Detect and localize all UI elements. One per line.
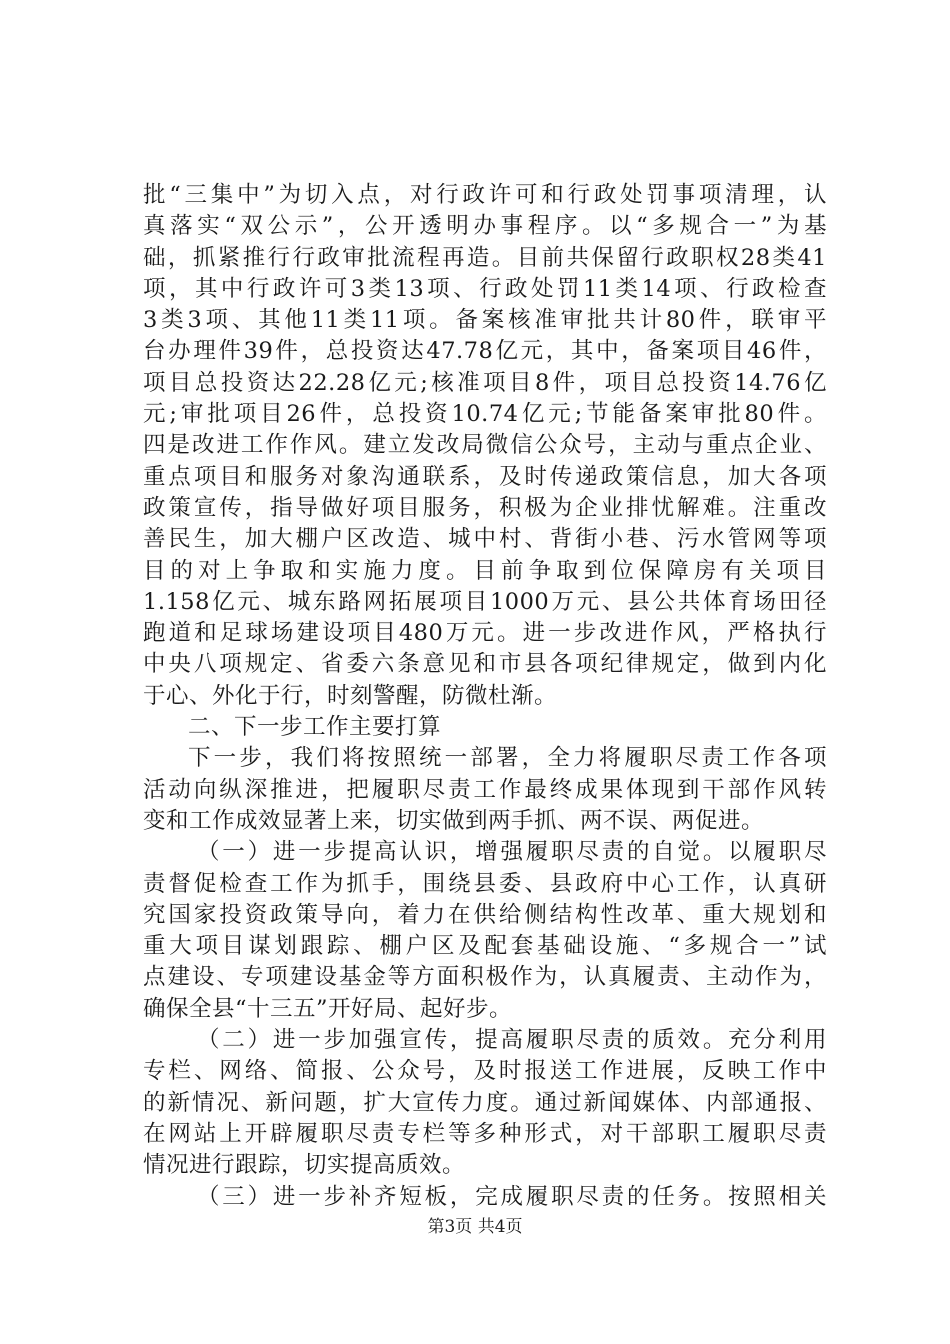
body-line: 善民生，加大棚户区改造、城中村、背街小巷、污水管网等项 [143, 526, 827, 553]
body-line: 重大项目谋划跟踪、棚户区及配套基础设施、“多规合一”试 [143, 933, 827, 960]
document-body [143, 180, 827, 1213]
body-line: 变和工作成效显著上来，切实做到两手抓、两不误、两促进。 [143, 807, 765, 834]
body-line: 元;审批项目26件，总投资10.74亿元;节能备案审批80件。 [143, 401, 827, 428]
body-line: （一）进一步提高认识，增强履职尽责的自觉。以履职尽 [197, 839, 827, 866]
body-line: 活动向纵深推进，把履职尽责工作最终成果体现到干部作风转 [143, 776, 827, 803]
body-line: 台办理件39件，总投资达47.78亿元，其中，备案项目46件， [143, 338, 827, 365]
body-line: 究国家投资政策导向，着力在供给侧结构性改革、重大规划和 [143, 901, 827, 928]
body-line: 的新情况、新问题，扩大宣传力度。通过新闻媒体、内部通报、 [143, 1089, 827, 1116]
body-line: 责督促检查工作为抓手，围绕县委、县政府中心工作，认真研 [143, 870, 827, 897]
body-line: 政策宣传，指导做好项目服务，积极为企业排忧解难。注重改 [143, 494, 827, 521]
body-line: 1.158亿元、城东路网拓展项目1000万元、县公共体育场田径 [143, 588, 827, 615]
body-line: 确保全县“十三五”开好局、起好步。 [143, 995, 513, 1022]
body-line: 项目总投资达22.28亿元;核准项目8件，项目总投资14.76亿 [143, 369, 827, 396]
body-line: 重点项目和服务对象沟通联系，及时传递政策信息，加大各项 [143, 463, 827, 490]
body-line: 下一步，我们将按照统一部署，全力将履职尽责工作各项 [188, 745, 827, 772]
body-line: 目的对上争取和实施力度。目前争取到位保障房有关项目 [143, 557, 827, 584]
body-line: 于心、外化于行，时刻警醒，防微杜渐。 [143, 682, 558, 709]
body-line: 项，其中行政许可3类13项、行政处罚11类14项、行政检查 [143, 275, 827, 302]
body-line: 四是改进工作作风。建立发改局微信公众号，主动与重点企业、 [143, 432, 827, 459]
body-line: 情况进行跟踪，切实提高质效。 [143, 1152, 466, 1179]
body-line: 3类3项、其他11类11项。备案核准审批共计80件，联审平 [143, 307, 827, 334]
body-line: 专栏、网络、简报、公众号，及时报送工作进展，反映工作中 [143, 1058, 827, 1085]
body-line: 批“三集中”为切入点，对行政许可和行政处罚事项清理，认 [143, 182, 827, 208]
body-line: 跑道和足球场建设项目480万元。进一步改进作风，严格执行 [143, 620, 827, 647]
body-line: （二）进一步加强宣传，提高履职尽责的质效。充分利用 [197, 1027, 827, 1054]
page-footer: 第3页 共4页 [427, 1217, 523, 1237]
body-line: 中央八项规定、省委六条意见和市县各项纪律规定，做到内化 [143, 651, 827, 678]
body-line: （三）进一步补齐短板，完成履职尽责的任务。按照相关 [197, 1183, 827, 1210]
body-line: 在网站上开辟履职尽责专栏等多种形式，对干部职工履职尽责 [143, 1120, 827, 1147]
body-line: 础，抓紧推行行政审批流程再造。目前共保留行政职权28类41 [143, 244, 827, 271]
body-line: 真落实“双公示”，公开透明办事程序。以“多规合一”为基 [143, 213, 827, 240]
section-heading: 二、下一步工作主要打算 [188, 714, 442, 741]
body-line: 点建设、专项建设基金等方面积极作为，认真履责、主动作为， [143, 964, 827, 991]
